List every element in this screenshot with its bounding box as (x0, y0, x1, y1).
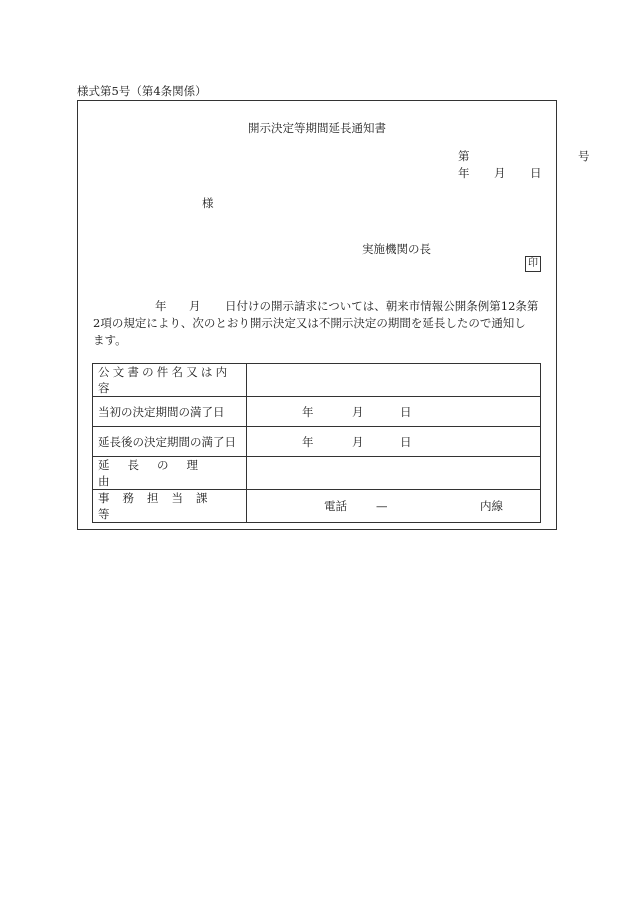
body-month: 月 (189, 299, 201, 313)
row-label-document-subject: 公文書の件名又は内容 (93, 364, 247, 397)
extended-deadline-month: 月 (352, 434, 364, 449)
date-day: 日 (530, 166, 542, 180)
body-line-1-rest: 日付けの開示請求については、朝来市情報公開条例第12条第 (225, 299, 539, 313)
department-contact-value[interactable] (247, 490, 541, 523)
seal-mark: 印 (525, 256, 541, 272)
row-label-original-deadline: 当初の決定期間の満了日 (93, 397, 247, 427)
row-label-extension-reason: 延長の理由 (93, 457, 247, 490)
body-year: 年 (155, 299, 167, 313)
extended-deadline-day: 日 (400, 434, 412, 449)
phone-label: 電話 (324, 499, 347, 513)
notice-body (93, 298, 543, 349)
notice-frame (77, 100, 590, 530)
document-subject-value[interactable] (247, 364, 541, 397)
body-line-1 (93, 298, 543, 315)
extension-reason-value[interactable] (247, 457, 541, 490)
document-number-row (458, 148, 590, 164)
body-line-3: ます。 (93, 333, 127, 347)
table-row (93, 457, 541, 490)
table-row (93, 364, 541, 397)
original-deadline-day: 日 (400, 404, 412, 419)
table-row (93, 427, 541, 457)
number-suffix: 号 (578, 149, 590, 163)
original-deadline-value[interactable] (247, 397, 541, 427)
phone-dash: — (376, 499, 388, 513)
date-month: 月 (494, 166, 506, 180)
table-row (93, 397, 541, 427)
original-deadline-month: 月 (352, 404, 364, 419)
document-title: 開示決定等期間延長通知書 (248, 121, 386, 135)
row-label-department: 事務担当課等 (93, 490, 247, 523)
form-number-label: 様式第5号（第4条関係） (77, 84, 207, 98)
details-table (92, 363, 541, 523)
sender-title: 実施機関の長 (362, 242, 431, 256)
extension-label: 内線 (480, 499, 503, 513)
body-line-2: 2項の規定により、次のとおり開示決定又は不開示決定の期間を延長したので通知し (93, 316, 526, 330)
row-label-extended-deadline: 延長後の決定期間の満了日 (93, 427, 247, 457)
table-row (93, 490, 541, 523)
extended-deadline-value[interactable] (247, 427, 541, 457)
extended-deadline-year: 年 (302, 434, 314, 449)
number-prefix: 第 (458, 149, 470, 163)
original-deadline-year: 年 (302, 404, 314, 419)
document-date-row (458, 165, 542, 181)
recipient-honorific: 様 (202, 196, 214, 210)
date-year: 年 (458, 166, 470, 180)
